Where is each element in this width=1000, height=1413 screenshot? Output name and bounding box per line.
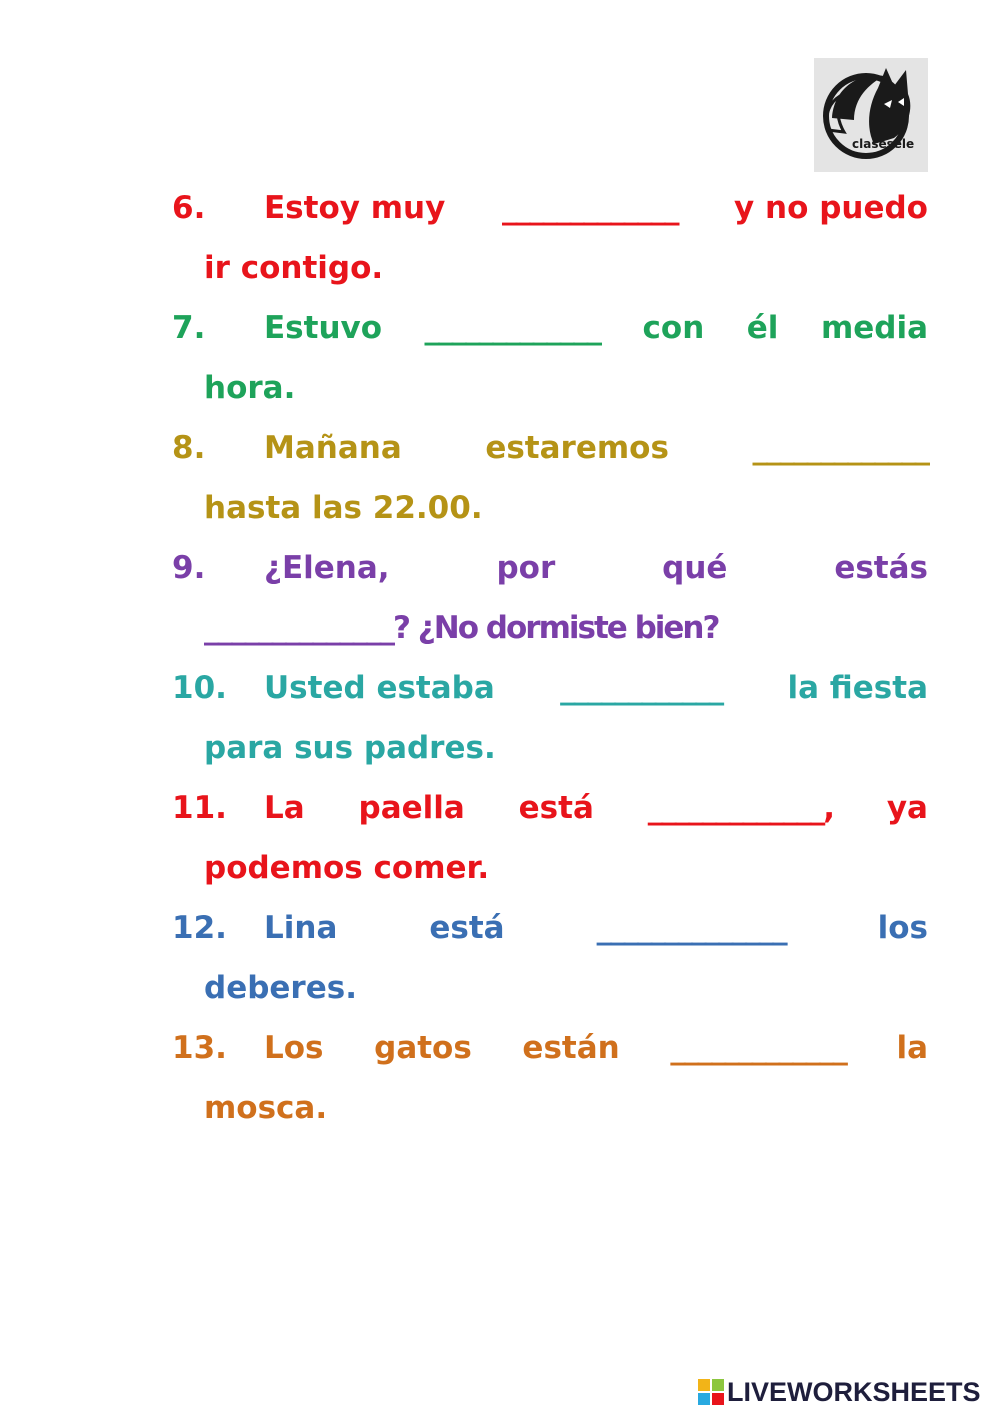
sentence-text: estaremos: [485, 430, 669, 466]
sentence-continuation: podemos comer.: [204, 850, 490, 886]
sentence-text: están: [522, 1030, 620, 1066]
clasesele-logo: [814, 58, 928, 172]
item-number: 9.: [172, 550, 206, 586]
answer-blank[interactable]: _____________: [501, 190, 678, 226]
sentence-text: y no puedo: [734, 190, 928, 226]
sentence-continuation: hasta las 22.00.: [204, 490, 483, 526]
exercise-list: [172, 178, 928, 1138]
sentence-text: media: [820, 310, 928, 346]
sentence-continuation[interactable]: ______________? ¿No dormiste bien?: [204, 610, 719, 646]
sentence-text: Los: [264, 1030, 324, 1066]
sentence-continuation: para sus padres.: [204, 730, 496, 766]
sentence-text: por: [496, 550, 556, 586]
item-number: 8.: [172, 430, 206, 466]
exercise-item: [172, 538, 928, 658]
sentence-text: estás: [834, 550, 928, 586]
answer-blank[interactable]: _____________: [670, 1030, 846, 1066]
item-number: 11.: [172, 790, 227, 826]
logo-text: clasesele: [852, 137, 915, 151]
sentence-text: Usted estaba: [264, 670, 495, 706]
item-number: 13.: [172, 1030, 227, 1066]
sentence-text: ya: [886, 790, 928, 826]
sentence-text: Lina: [264, 910, 338, 946]
sentence-text: está: [429, 910, 505, 946]
exercise-item: [172, 898, 928, 1018]
sentence-text: Mañana: [264, 430, 402, 466]
sentence-text: él: [746, 310, 779, 346]
sentence-continuation: hora.: [204, 370, 296, 406]
sentence-text: ¿Elena,: [264, 550, 390, 586]
item-number: 10.: [172, 670, 227, 706]
answer-blank[interactable]: ____________: [560, 670, 723, 706]
liveworksheets-logo-icon: [698, 1379, 724, 1405]
sentence-continuation: mosca.: [204, 1090, 328, 1126]
sentence-text: Estuvo: [264, 310, 383, 346]
fox-logo-icon: [814, 58, 928, 172]
answer-blank[interactable]: _____________: [424, 310, 601, 346]
sentence-continuation: ir contigo.: [204, 250, 384, 286]
liveworksheets-footer[interactable]: [698, 1374, 981, 1410]
answer-blank[interactable]: ______________: [596, 910, 786, 946]
sentence-text: qué: [662, 550, 728, 586]
sentence-text: La: [264, 790, 305, 826]
sentence-text: gatos: [374, 1030, 472, 1066]
exercise-item: [172, 298, 928, 418]
sentence-text: la: [896, 1030, 928, 1066]
exercise-item: [172, 658, 928, 778]
sentence-text: con: [642, 310, 705, 346]
exercise-item: [172, 1018, 928, 1138]
sentence-text: está: [518, 790, 594, 826]
answer-blank[interactable]: _____________,: [647, 790, 833, 826]
answer-blank[interactable]: _____________: [752, 430, 928, 466]
exercise-item: [172, 418, 928, 538]
sentence-continuation: deberes.: [204, 970, 357, 1006]
sentence-text: la fiesta: [787, 670, 928, 706]
sentence-text: los: [877, 910, 928, 946]
sentence-text: paella: [358, 790, 465, 826]
item-number: 12.: [172, 910, 227, 946]
exercise-item: [172, 778, 928, 898]
item-number: 6.: [172, 190, 206, 226]
sentence-text: Estoy muy: [264, 190, 446, 226]
footer-brand: LIVEWORKSHEETS: [727, 1376, 981, 1407]
exercise-item: [172, 178, 928, 298]
item-number: 7.: [172, 310, 206, 346]
